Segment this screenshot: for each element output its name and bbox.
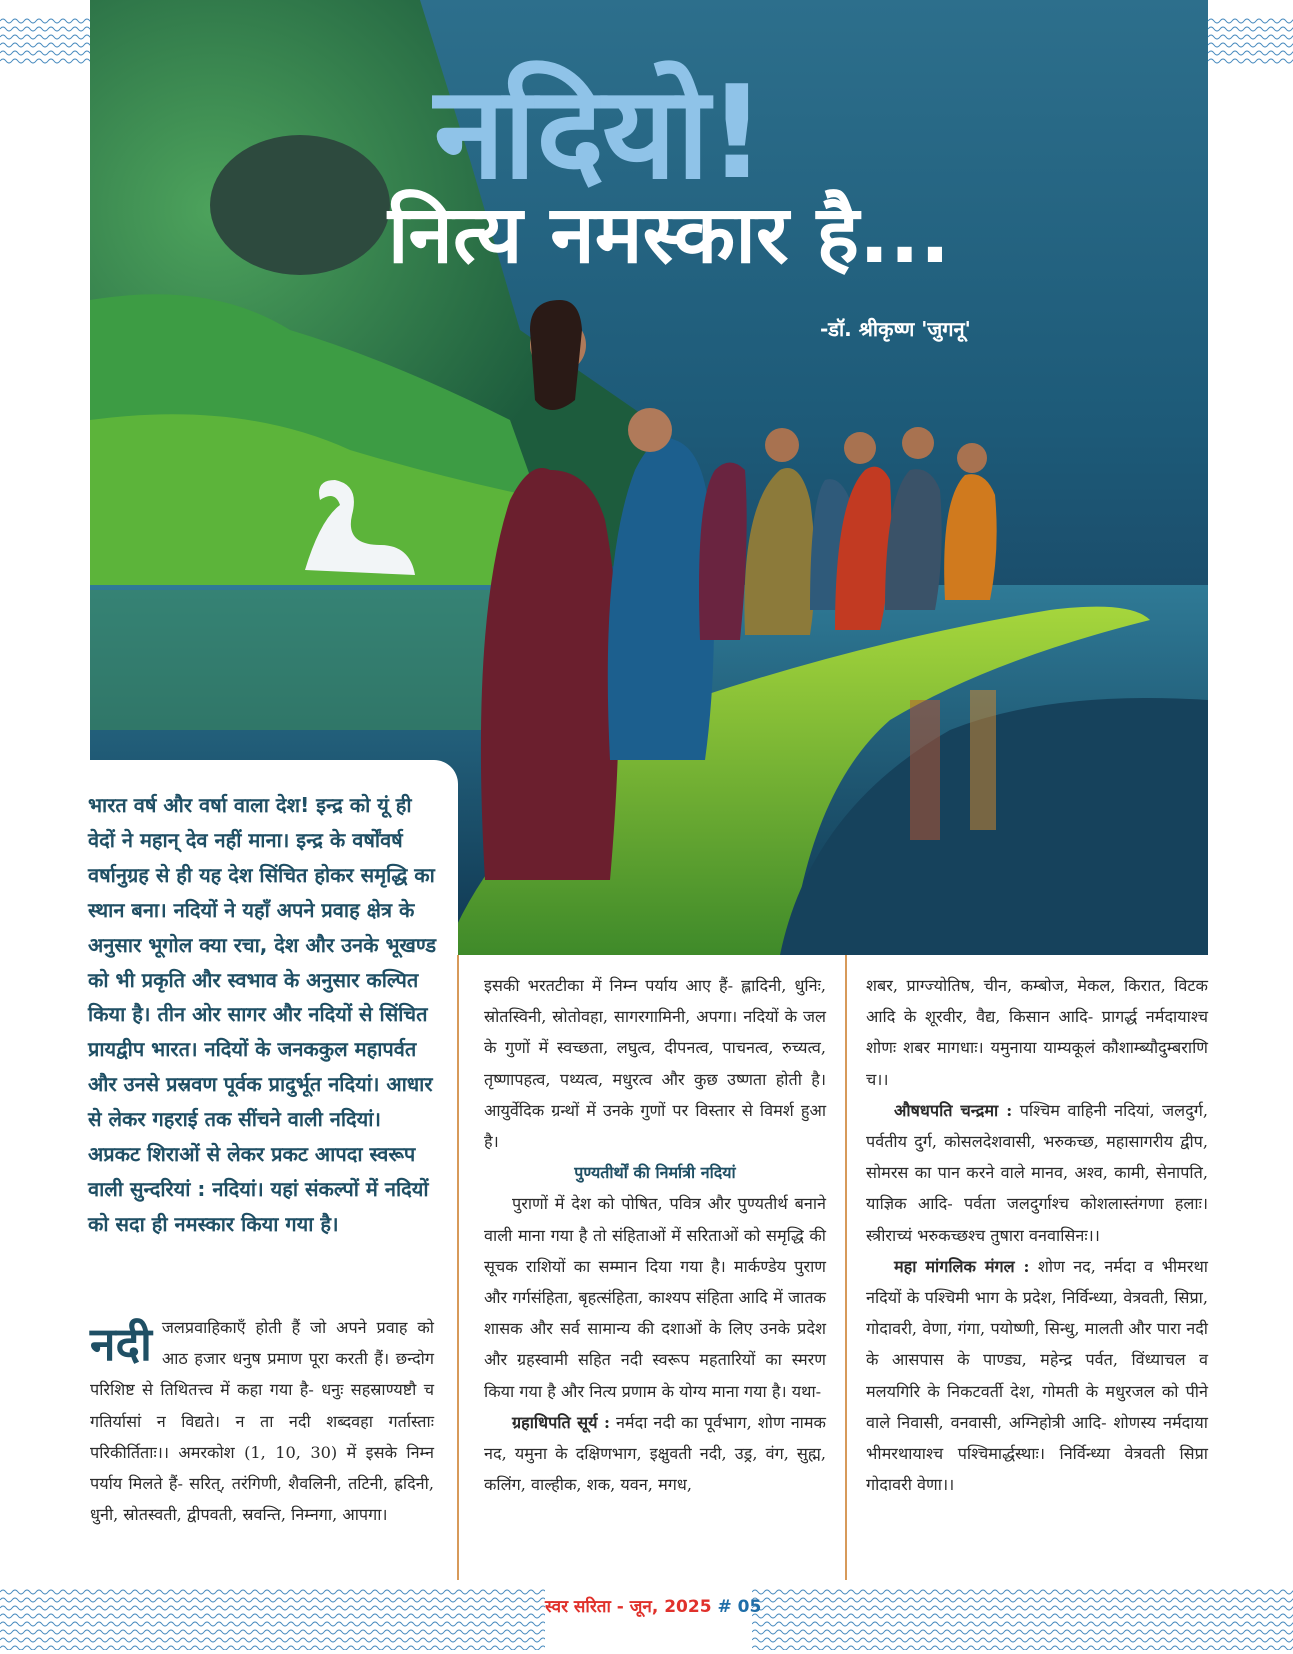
wave-line [752,1614,1293,1618]
wave-line [752,1590,1293,1594]
wave-line [1208,35,1293,39]
column-divider [845,955,847,1580]
wave-line [752,1598,1293,1602]
wave-lines [1208,15,1293,67]
wave-line [0,59,90,63]
wave-line [0,1606,545,1610]
article-paragraph: इसकी भरतटीका में निम्न पर्याय आए हैं- ह्लादिनी, धुनिः, स्रोतस्विनी, स्रोतोवहा, सागरगामिनी, अपगा। नदियों के जल के गुणों में स्वच्छता, लघुत्व, दीपनत्व, पाचनत्व, रुच्यत्व, तृष्णापहत्व, पथ्यत्व, मधुरत्व और कुछ उष्णता होती है। आयुर्वेदिक ग्रन्थों में उनके गुणों पर विस्तार से विमर्श हुआ है। [484,976,826,1152]
wave-line [1208,43,1293,47]
wave-line [0,1590,545,1594]
wave-line [752,1630,1293,1634]
wave-line [752,1638,1293,1642]
wave-line [1208,59,1293,63]
decorative-wave-pattern [0,1586,545,1650]
article-column-2 [484,970,826,1500]
wave-line [0,51,90,55]
wave-line [0,43,90,47]
wave-line [0,1630,545,1634]
wave-line [1208,27,1293,31]
wave-line [0,35,90,39]
decorative-wave-pattern [1208,15,1293,67]
article-paragraph [866,1095,1208,1251]
article-paragraph [866,1251,1208,1501]
article-paragraph: पुराणों में देश को पोषित, पवित्र और पुण्यतीर्थ बनाने वाली माना गया है तो संहिताओं में सरिताओं को समृद्धि की सूचक राशियों का सम्मान दिया गया है। मार्कण्डेय पुराण और गर्गसंहिता, बृहत्संहिता, काश्यप संहिता आदि में जातक शासक और सर्व सामान्य की दशाओं के लिए उनके प्रदेश और ग्रहस्वामी सहित नदी स्वरूप महतारियों का स्मरण किया गया है और नित्य प्रणाम के योग्य माना गया है। यथा- [484,1194,826,1401]
page-footer [545,1594,762,1617]
issue-date: जून, 2025 [629,1597,712,1617]
wave-line [0,19,90,23]
wave-line [1208,19,1293,23]
page-subtitle: नित्य नमस्कार है... [387,188,951,281]
wave-lines [0,15,90,67]
wave-line [0,1598,545,1602]
wave-line [752,1606,1293,1610]
section-heading: पुण्यतीर्थों की निर्मात्री नदियां [574,1163,736,1183]
paragraph-text: शोण नद, नर्मदा व भीमरथा नदियों के पश्चिमी भाग के प्रदेश, निर्विन्ध्या, वेत्रवती, सिप्रा, गोदावरी, वेणा, गंगा, पयोष्णी, सिन्धु, मालती और पारा नदी के आसपास के पाण्ड्य, महेन्द्र पर्वत, विंध्याचल व मलयगिरि के निकटवर्ती देश, गोमती के मधुरजल को पीने वाले निवासी, वनवासी, अग्निहोत्री आदि- शोणस्य नर्मदाया भीमरथायाश्च पश्चिमार्द्धस्थाः। निर्विन्ध्या वेत्रवती सिप्रा गोदावरी वेणा।। [866,1256,1208,1495]
article-paragraph: शबर, प्राग्ज्योतिष, चीन, कम्बोज, मेकल, किरात, विटक आदि के शूरवीर, वैद्य, किसान आदि- प्रागर्द्ध नर्मदायाश्च शोणः शबर मागधाः। यमुनाया याम्यकूलं कौशाम्ब्यौदुम्बराणि च।। [866,976,1208,1089]
paragraph-lead: ग्रहाधिपति सूर्य : [512,1412,610,1432]
wave-lines [752,1586,1293,1650]
wave-line [0,1638,545,1642]
dropcap: नदी [90,1317,152,1371]
page-number: 05 [737,1597,762,1617]
article-column-3 [866,970,1208,1500]
wave-line [0,27,90,31]
magazine-name: स्वर सरिता [545,1597,611,1617]
article-paragraph [484,1407,826,1501]
decorative-wave-pattern [0,15,90,67]
intro-paragraph: भारत वर्ष और वर्षा वाला देश! इन्द्र को यूं ही वेदों ने महान् देव नहीं माना। इन्द्र के वर्षोंवर्ष वर्षानुग्रह से ही यह देश सिंचित होकर समृद्धि का स्थान बना। नदियों ने यहाँ अपने प्रवाह क्षेत्र के अनुसार भूगोल क्या रचा, देश और उनके भूखण्ड को भी प्रकृति और स्वभाव के अनुसार कल्पित किया है। तीन ओर सागर और नदियों से सिंचित प्रायद्वीप भारत। नदियों के जनककुल महापर्वत और उनसे प्रस्रवण पूर्वक प्रादुर्भूत नदियां। आधार से लेकर गहराई तक सींचने वाली नदियां। अप्रकट शिराओं से लेकर प्रकट आपदा स्वरूप वाली सुन्दरियां : नदियां। यहां संकल्पों में नदियों को सदा ही नमस्कार किया गया है। [88,793,437,1236]
footer-separator: - [610,1597,630,1617]
wave-line [0,1622,545,1626]
article-column-1 [90,1312,434,1530]
wave-line [1208,51,1293,55]
paragraph-text: पश्चिम वाहिनी नदियां, जलदुर्ग, पर्वतीय दुर्ग, कोसलदेशवासी, भरुकच्छ, महासागरीय द्वीप, सोमरस का पान करने वाले मानव, अश्व, कामी, सेनापति, याज्ञिक आदि- पर्वता जलदुर्गाश्च कोशलास्तंगणा हलाः। स्त्रीराच्यं भरुकच्छश्च तुषारा वनवासिनः।। [866,1100,1208,1245]
wave-line [752,1646,1293,1650]
column-divider [457,955,459,1580]
wave-line [0,1614,545,1618]
article-paragraph: जलप्रवाहिकाएँ होती हैं जो अपने प्रवाह को आठ हजार धनुष प्रमाण पूरा करती हैं। छन्दोग परिशिष्ट से तिथितत्त्व में कहा गया है- धनुः सहस्राण्यष्टौ च गतिर्यासां न विद्यते। न ता नदी शब्दवहा गर्तास्ताः परिकीर्तिताः।। अमरकोश (1, 10, 30) में इसके निम्न पर्याय मिलते हैं- सरित्, तरंगिणी, शैवलिनी, तटिनी, ह्रदिनी, धुनी, स्रोतस्वती, द्वीपवती, स्रवन्ति, निम्नगा, आपगा। [90,1318,434,1525]
wave-line [0,1646,545,1650]
decorative-wave-pattern [752,1586,1293,1650]
wave-line [752,1622,1293,1626]
page-title: नदियो! [434,59,764,208]
paragraph-lead: औषधपति चन्द्रमा : [894,1100,1013,1120]
author-byline: -डॉ. श्रीकृष्ण 'जुगनू' [820,317,971,341]
wave-lines [0,1586,545,1650]
paragraph-text: नर्मदा नदी का पूर्वभाग, शोण नामक नद, यमुना के दक्षिणभाग, इक्षुवती नदी, उड्र, वंग, सुह्म, कलिंग, वाल्हीक, शक, यवन, मगध, [484,1412,826,1495]
footer-hash: # [711,1597,738,1617]
paragraph-lead: महा मांगलिक मंगल : [894,1256,1030,1276]
